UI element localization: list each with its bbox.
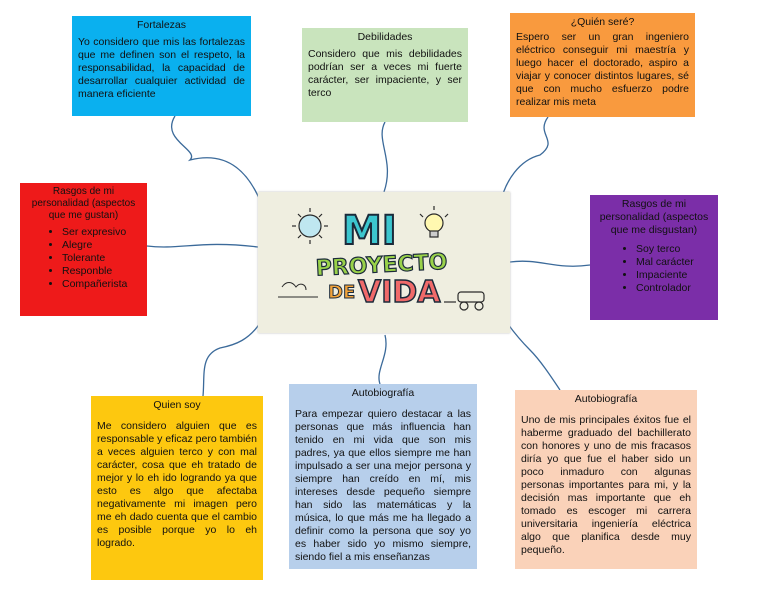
quien-soy-text: Me considero alguien que es responsable y eficaz pero también a veces alguien terco y con mal carácter, cosa que eh tratado de mejor y lo eh ido logrando ya que esto es algo que afectaba negativamente mi imagen pero me eh dado cuenta que el cambio es posible porque yo lo eh logrado. [97, 420, 257, 549]
title-mi: MI [342, 208, 397, 254]
connector-quien-soy [203, 320, 262, 396]
title-vida: VIDA [358, 275, 441, 310]
rasgos-disgustan-list [594, 243, 714, 295]
connector-fortalezas [172, 116, 262, 205]
car-icon [444, 292, 484, 310]
autobiografia-2-title: Autobiografía [574, 393, 638, 405]
quien-sere-box [510, 13, 695, 117]
list-item: • Ser expresivo [62, 226, 143, 239]
debilidades-box [302, 28, 468, 122]
list-item: • Controlador [636, 282, 714, 295]
rasgos-gustan-title: Rasgos de mi personalidad (aspectos que me gustan) [31, 186, 136, 221]
connector-gustan [147, 244, 258, 247]
list-item: • Soy terco [636, 243, 714, 256]
autobiografia-1-title: Autobiografía [351, 387, 415, 399]
list-item: • Alegre [62, 239, 143, 252]
connector-auto1 [379, 335, 386, 384]
rasgos-disgustan-title: Rasgos de mi personalidad (aspectos que me disgustan) [599, 198, 709, 236]
rasgos-gustan-box [20, 183, 147, 316]
connector-auto2 [505, 320, 560, 390]
rasgos-gustan-list [24, 226, 143, 291]
fortalezas-box [72, 16, 251, 116]
list-item: • Responble [62, 265, 143, 278]
rasgos-disgustan-box [590, 195, 718, 320]
quien-soy-title: Quien soy [153, 399, 201, 411]
fortalezas-text: Yo considero que mis las fortalezas que me definen son el respeto, la responsabilidad, la capacidad de desarrollar cualquier actividad de manera eficiente [78, 36, 245, 100]
quien-soy-box [91, 396, 263, 580]
sun-icon [292, 208, 328, 244]
central-title-image [258, 192, 510, 333]
connector-debilidades [382, 122, 387, 192]
list-item: • Tolerante [62, 252, 143, 265]
debilidades-text: Considero que mis debilidades podrían ser a veces mi fuerte carácter, ser impaciente, y ser terco [308, 48, 462, 99]
lightbulb-icon [420, 206, 448, 237]
title-de: DE [328, 282, 356, 303]
autobiografia-1-box [289, 384, 477, 569]
autobiografia-2-box [515, 390, 697, 569]
title-proyecto: PROYECTO [315, 249, 449, 282]
autobiografia-1-text: Para empezar quiero destacar a las personas que más influencia han tenido en mi vida que son mis padres, ya que ellos siempre me han impulsado a ser una mejor persona y siempre han creído en mí, mis intereses desde pequeño siempre han sido las matemáticas y la música, lo que más me ha llegado a definir como la persona que soy yo es haber sido yo mismo siempre, siendo fiel a mis enseñanzas [295, 408, 471, 563]
quien-sere-text: Espero ser un gran ingeniero eléctrico conseguir mi maestría y luego hacer el doctorado, aspiro a viajar y conocer distintos lugares, sé que con mucho esfuerzo podre realizar mis meta [516, 31, 689, 108]
doodle-icon [278, 283, 318, 298]
list-item: • Mal carácter [636, 256, 714, 269]
list-item: • Compañerista [62, 278, 143, 291]
fortalezas-title: Fortalezas [136, 19, 187, 31]
connector-disgustan [510, 261, 590, 266]
quien-sere-title: ¿Quién seré? [570, 16, 635, 28]
debilidades-title: Debilidades [357, 31, 413, 43]
autobiografia-2-text: Uno de mis principales éxitos fue el haberme graduado del bachillerato con honores y uno de mis fracasos diría yo que fue el haber sido un poco inmaduro con algunas personas importantes para mi, y la decisión mas importante que eh tomado es escoger mi carrera universitaria ingeniería eléctrica algo que planifica desde muy pequeño. [521, 414, 691, 556]
list-item: • Impaciente [636, 269, 714, 282]
